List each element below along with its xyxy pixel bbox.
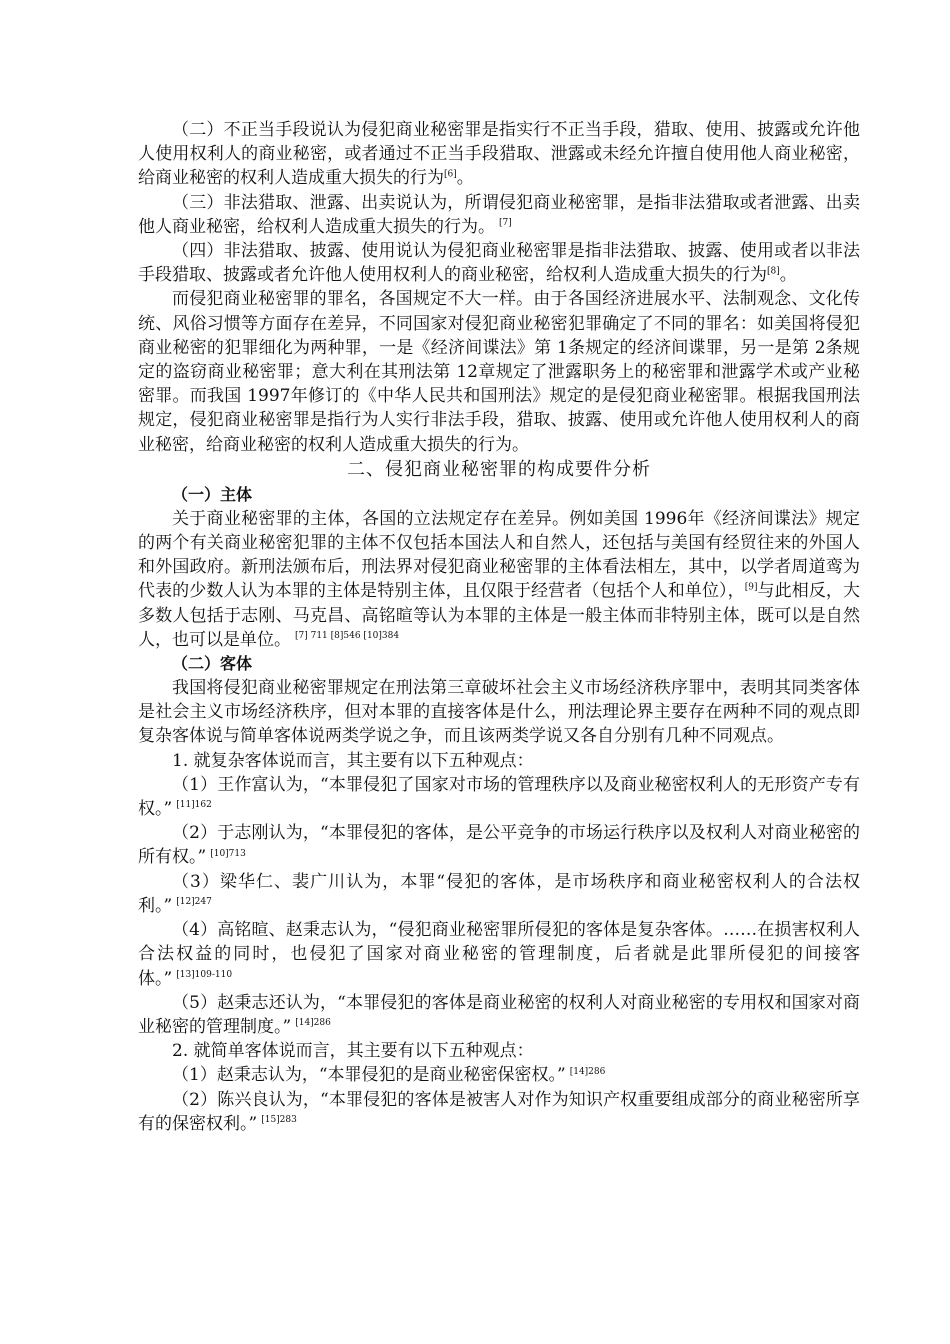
list-item [138, 870, 860, 918]
list-item [138, 1088, 860, 1136]
citation: [7] [499, 218, 512, 229]
item-text: （4）高铭暄、赵秉志认为，“侵犯商业秘密罪所侵犯的客体是复杂客体。……在损害权利人合法权益的同时，也侵犯了国家对商业秘密的管理制度，后者就是此罪所侵犯的间接客体。” [138, 920, 860, 989]
paragraph-text: 而侵犯商业秘密罪的罪名，各国规定不大一样。由于各国经济进展水平、法制观念、文化传统、风俗习惯等方面存在差异，不同国家对侵犯商业秘密犯罪确定了不同的罪名：如美国将侵犯商业秘密的犯罪细化为两种罪，一是《经济间谍法》第 1条规定的经济间谍罪，另一是第 2条规定的盗窃商业秘密罪；意大利在其刑法第 12章规定了泄露职务上的秘密罪和泄露学术或产业秘密罪。而我国 1997年修订的《中华人民共和国刑法》规定的是侵犯商业秘密罪。根据我国刑法规定，侵犯商业秘密罪是指行为人实行非法手段，猎取、披露、使用或允许他人使用权利人的商业秘密，给商业秘密的权利人造成重大损失的行为。 [138, 289, 860, 455]
citation: [15]283 [261, 1115, 297, 1126]
paragraph-illegal-obtain-sell [138, 191, 860, 239]
list-item [138, 821, 860, 869]
complex-object-heading: 1. 就复杂客体说而言，其主要有以下五种观点： [172, 750, 534, 771]
section-title: 二、侵犯商业秘密罪的构成要件分析 [347, 458, 651, 480]
item-text: （3）梁华仁、裴广川认为，本罪“侵犯的客体，是市场秩序和商业秘密权利人的合法权利。” [138, 871, 860, 916]
paragraph-crime-names [138, 287, 860, 456]
paragraph-text: 关于商业秘密罪的主体，各国的立法规定存在差异。例如美国 1996年《经济间谍法》规定的两个有关商业秘密犯罪的主体不仅包括本国法人和自然人，还包括与美国有经贸往来的外国人和外国政府。新刑法颁布后，刑法界对侵犯商业秘密罪的主体看法相左，其中，以学者周道鸾为代表的少数人认为本罪的主体是特别主体，且仅限于经营者（包括个人和单位）， [138, 508, 860, 602]
subsection-object: （二）客体 [172, 654, 253, 674]
item-text: （5）赵秉志还认为，“本罪侵犯的客体是商业秘密的权利人对商业秘密的专用权和国家对商业秘密的管理制度。” [138, 992, 860, 1037]
list-item [138, 918, 860, 991]
document-page [138, 118, 860, 1136]
simple-object-heading: 2. 就简单客体说而言，其主要有以下五种观点： [172, 1041, 534, 1062]
paragraph-text: （三）非法猎取、泄露、出卖说认为，所谓侵犯商业秘密罪，是指非法猎取或者泄露、出卖他人商业秘密，给权利人造成重大损失的行为。 [138, 192, 860, 237]
paragraph-text: （二）不正当手段说认为侵犯商业秘密罪是指实行不正当手段，猎取、使用、披露或允许他人使用权利人的商业秘密，或者通过不正当手段猎取、泄露或未经允许擅自使用他人商业秘密，给商业秘密的权利人造成重大损失的行为 [138, 120, 860, 189]
item-text: （1）王作富认为，“本罪侵犯了国家对市场的管理秩序以及商业秘密权利人的无形资产专有权。” [138, 774, 860, 820]
paragraph-tail: 。 [456, 168, 474, 189]
citation: [7] 711 [8]546 [10]384 [295, 631, 400, 642]
item-text: （2）陈兴良认为，“本罪侵犯的客体是被害人对作为知识产权重要组成部分的商业秘密所享有的保密权利。” [138, 1089, 860, 1134]
citation: [10]713 [210, 848, 246, 859]
citation: [8] [767, 266, 780, 277]
paragraph-tail: 。 [779, 265, 797, 286]
citation: [13]109-110 [176, 969, 233, 980]
citation: [12]247 [176, 897, 212, 908]
citation: [11]162 [176, 800, 212, 811]
citation: [14]286 [569, 1066, 606, 1077]
list-item [138, 991, 860, 1039]
paragraph-illegal-obtain-use [138, 239, 860, 287]
item-text: （2）于志刚认为，“本罪侵犯的客体，是公平竞争的市场运行秩序以及权利人对商业秘密的所有权。” [138, 823, 860, 868]
paragraph-object: 我国将侵犯商业秘密罪规定在刑法第三章破坏社会主义市场经济秩序罪中，表明其同类客体是社会主义市场经济秩序，但对本罪的直接客体是什么，刑法理论界主要存在两种不同的观点即复杂客体说与简单客体说两类学说之争，而且该两类学说又各自分别有几种不同观点。 [138, 678, 860, 747]
paragraph-improper-means [138, 118, 860, 191]
citation: [9] [744, 582, 758, 593]
paragraph-text: 与此相反，大多数人包括于志刚、马克昌、高铭暄等认为本罪的主体是一般主体而非特别主体，既可以是自然人，也可以是单位。 [138, 581, 861, 650]
paragraph-text: （四）非法猎取、披露、使用说认为侵犯商业秘密罪是指非法猎取、披露、使用或者以非法手段猎取、披露或者允许他人使用权利人的商业秘密，给权利人造成重大损失的行为 [138, 241, 860, 286]
item-text: （1）赵秉志认为，“本罪侵犯的是商业秘密保密权。” [172, 1065, 566, 1086]
citation: [14]286 [295, 1018, 331, 1029]
list-item [138, 773, 860, 821]
list-item [138, 1063, 860, 1087]
paragraph-subject [138, 507, 860, 652]
subsection-subject: （一）主体 [172, 484, 253, 504]
citation: [6] [444, 169, 457, 180]
